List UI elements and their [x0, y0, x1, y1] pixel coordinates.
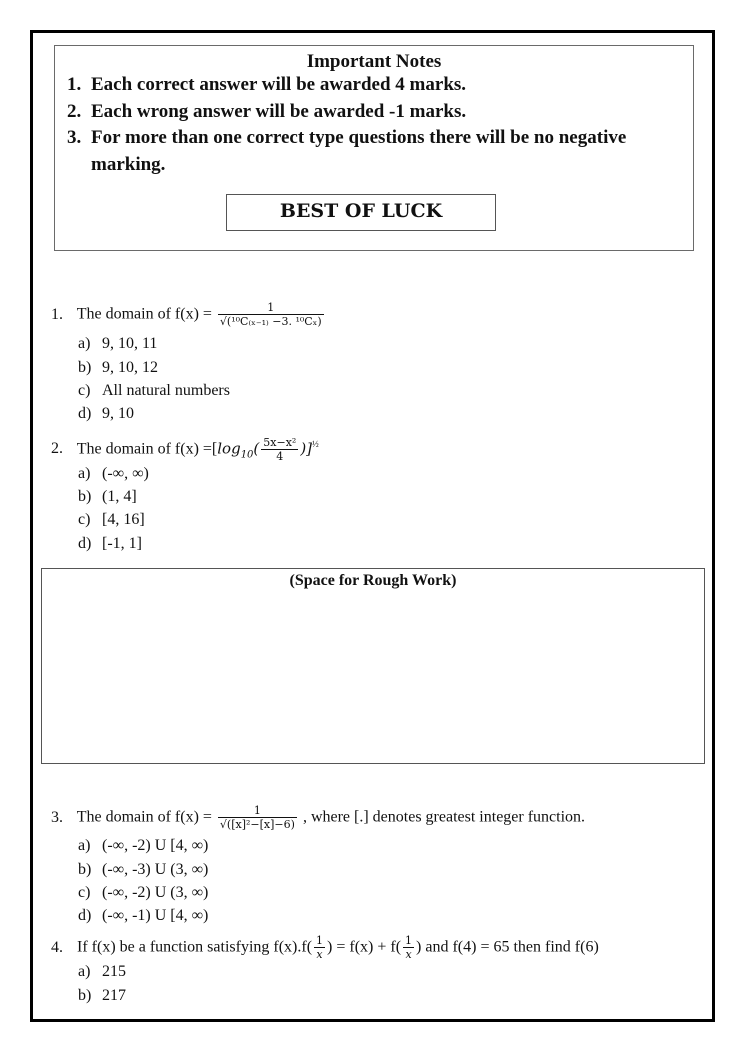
option-4a[interactable]: [78, 962, 126, 982]
note-number: 2.: [67, 100, 82, 122]
fraction: [403, 935, 414, 961]
option-letter: a): [78, 963, 91, 980]
note-item: [67, 125, 683, 152]
option-3a[interactable]: [78, 836, 208, 856]
fraction: [314, 935, 325, 961]
option-text: 217: [102, 987, 126, 1004]
option-text: 9, 10: [102, 405, 134, 422]
option-letter: c): [78, 884, 91, 901]
question-text: ) = f(x) + f(: [327, 938, 402, 956]
log-function: log: [217, 439, 241, 458]
close-bracket: )]: [300, 439, 313, 458]
fraction-denominator: x: [314, 947, 325, 961]
question-1: [51, 302, 326, 328]
fraction: [218, 302, 324, 328]
option-1d[interactable]: [78, 404, 134, 424]
option-text: (-∞, ∞): [102, 465, 149, 482]
rough-work-title: (Space for Rough Work): [289, 572, 457, 589]
open-paren: (: [253, 439, 260, 458]
notes-list: [67, 72, 683, 178]
question-number: 4.: [51, 938, 63, 956]
option-letter: b): [78, 987, 92, 1004]
option-letter: b): [78, 861, 92, 878]
notes-title: Important Notes: [306, 51, 442, 72]
fraction-numerator: 1: [405, 934, 413, 947]
option-2b[interactable]: [78, 487, 137, 507]
question-text: The domain of f(x) =[: [76, 440, 218, 458]
fraction-denominator: 4: [261, 449, 298, 463]
option-letter: a): [78, 335, 91, 352]
fraction-denominator: √([x]²−[x]−6): [219, 818, 295, 831]
option-text: (-∞, -1) U [4, ∞): [102, 907, 209, 924]
fraction-denominator: x: [403, 947, 414, 961]
question-text-suffix: , where [.] denotes greatest integer function.: [302, 808, 586, 826]
option-letter: d): [78, 907, 92, 924]
option-text: (-∞, -2) U (3, ∞): [102, 884, 209, 901]
option-letter: b): [78, 488, 92, 505]
fraction: [218, 805, 297, 831]
option-letter: a): [78, 465, 91, 482]
question-text: The domain of f(x) =: [76, 305, 216, 323]
note-text: Each correct answer will be awarded 4 marks.: [91, 74, 467, 95]
option-text: [-1, 1]: [102, 535, 142, 552]
option-letter: b): [78, 359, 92, 376]
question-number: 1.: [51, 305, 63, 323]
option-text: (-∞, -3) U (3, ∞): [102, 861, 209, 878]
best-of-luck-banner: BEST OF LUCK: [226, 194, 496, 231]
note-text: marking.: [91, 153, 166, 175]
fraction-numerator: 1: [267, 301, 275, 314]
question-text: ) and f(4) = 65 then find f(6): [416, 938, 599, 956]
option-text: 215: [102, 963, 126, 980]
option-letter: c): [78, 382, 91, 399]
option-1c[interactable]: [78, 381, 230, 401]
option-3c[interactable]: [78, 883, 208, 903]
option-2a[interactable]: [78, 464, 149, 484]
option-letter: a): [78, 837, 91, 854]
fraction-numerator: 5x−x²: [263, 435, 297, 449]
note-item-continuation: [67, 152, 683, 179]
question-2: [51, 434, 319, 466]
option-1b[interactable]: [78, 358, 158, 378]
option-2c[interactable]: [78, 510, 145, 530]
log-base: 10: [240, 449, 254, 461]
fraction-numerator: 1: [316, 934, 324, 947]
fraction-numerator: 1: [253, 804, 261, 817]
fraction: [261, 437, 298, 463]
option-letter: c): [78, 511, 91, 528]
exponent: ½: [312, 439, 319, 449]
note-number: [67, 152, 91, 179]
note-text: Each wrong answer will be awarded -1 marks.: [91, 100, 467, 122]
rough-work-area: [41, 568, 705, 764]
option-text: [4, 16]: [102, 511, 145, 528]
question-text: The domain of f(x) =: [76, 808, 216, 826]
option-text: 9, 10, 11: [102, 335, 158, 352]
option-4b[interactable]: [78, 986, 126, 1006]
option-3b[interactable]: [78, 860, 208, 880]
note-number: 1.: [67, 74, 82, 95]
option-letter: d): [78, 535, 92, 552]
note-item: [67, 72, 683, 99]
option-text: 9, 10, 12: [102, 359, 158, 376]
option-text: (-∞, -2) U [4, ∞): [102, 837, 209, 854]
question-number: 3.: [51, 808, 63, 826]
option-3d[interactable]: [78, 906, 208, 926]
fraction-denominator: √(¹⁰C₍ₓ₋₁₎ −3. ¹⁰Cₓ): [219, 315, 322, 328]
option-text: (1, 4]: [102, 488, 137, 505]
note-text: For more than one correct type questions there will be no negative: [91, 127, 627, 148]
question-3: [51, 805, 585, 831]
option-1a[interactable]: [78, 334, 157, 354]
question-4: [51, 935, 599, 961]
note-item: [67, 99, 683, 126]
question-number: 2.: [51, 440, 63, 458]
option-letter: d): [78, 405, 92, 422]
option-2d[interactable]: [78, 534, 142, 554]
option-text: All natural numbers: [102, 382, 230, 399]
note-number: 3.: [67, 127, 82, 148]
question-text: If f(x) be a function satisfying f(x).f(: [77, 938, 313, 956]
